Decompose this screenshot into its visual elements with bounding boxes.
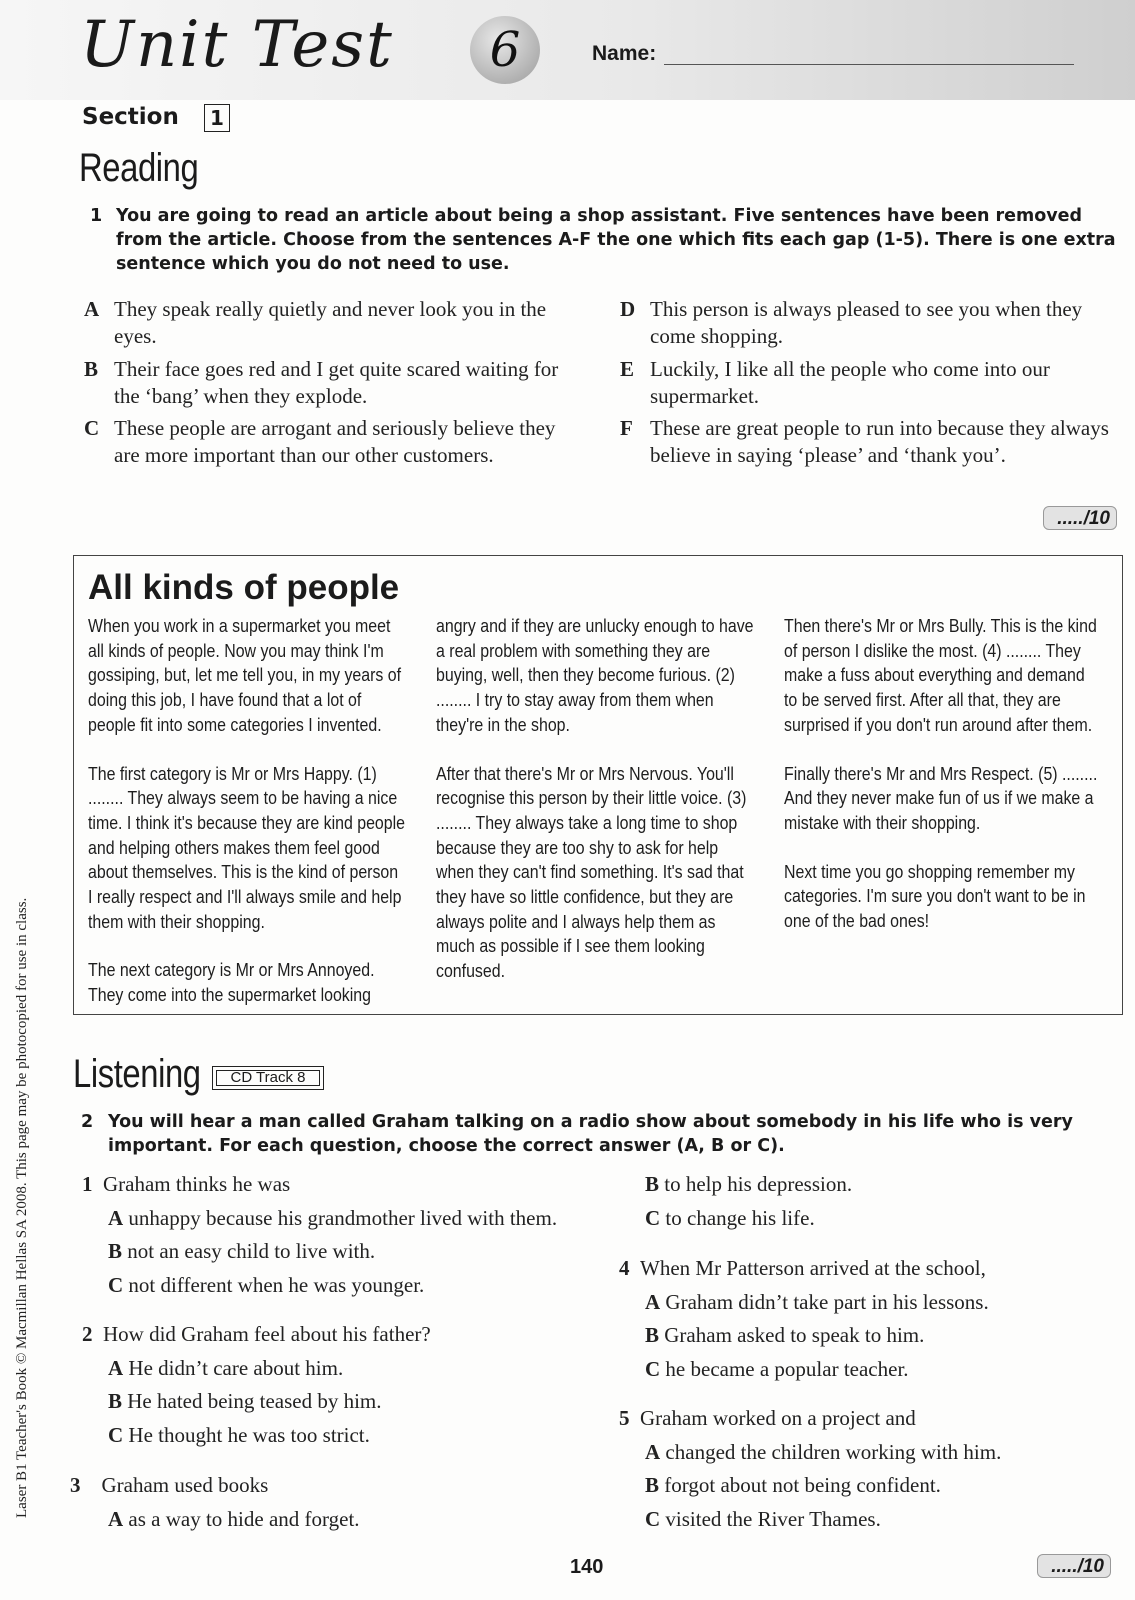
option-b: B Their face goes red and I get quite scared waiting for the ‘bang’ when they explode. — [84, 357, 559, 408]
answer-option[interactable]: B Graham asked to speak to him. — [645, 1323, 925, 1347]
listening-task-number: 2 — [81, 1112, 94, 1132]
name-label: Name: — [592, 42, 657, 65]
unit-test-title: Unit Test — [80, 8, 394, 82]
option-e: E Luckily, I like all the people who come into our supermarket. — [620, 357, 1050, 408]
section-number: 1 — [204, 104, 230, 132]
article-column-1 — [88, 614, 406, 1032]
listening-instruction: You will hear a man called Graham talking on a radio show about somebody in his life who is very important. For each question, choose the correct answer (A, B or C). — [108, 1112, 1073, 1156]
page-number: 140 — [570, 1556, 604, 1578]
answer-option[interactable]: A unhappy because his grandmother lived with them. — [108, 1205, 558, 1230]
answer-option[interactable]: C visited the River Thames. — [645, 1506, 881, 1531]
answer-option[interactable]: A He didn’t care about him. — [108, 1355, 344, 1380]
answer-option[interactable]: B not an easy child to live with. — [108, 1239, 376, 1263]
option-a: A They speak really quietly and never look you in the eyes. — [84, 297, 547, 348]
reading-task-number: 1 — [90, 206, 103, 226]
cd-track-label: CD Track 8 — [212, 1066, 324, 1090]
reading-score-box: ...../10 — [1043, 506, 1117, 530]
question-2: 2 How did Graham feel about his father? A He didn’t care about him. B He hated being teased by him. C He thought he was too strict. — [82, 1318, 622, 1452]
question-5: 5 Graham worked on a project and A changed the children working with him. B forgot about not being confident. C visited the River Thames. — [619, 1402, 1119, 1536]
article-column-2 — [436, 614, 754, 1008]
answer-option[interactable]: A Graham didn’t take part in his lessons. — [645, 1289, 989, 1314]
section-label: Section — [82, 104, 179, 130]
article-paragraph: Then there's Mr or Mrs Bully. This is the kind of person I dislike the most. (4) ........ They make a fuss about everything and demand to be served first. After all that, they are surprised if you don't run around after them. — [784, 615, 1097, 735]
reading-instruction: You are going to read an article about being a shop assistant. Five sentences have been removed from the article. Choose from the sentences A-F the one which fits each gap (1-5). There is one extra sentence which you do not need to use. — [116, 206, 1116, 274]
copyright-side-note: Laser B1 Teacher's Book © Macmillan Hellas SA 2008. This page may be photocopied for use in class. — [14, 897, 30, 1518]
answer-option[interactable]: C not different when he was younger. — [108, 1272, 425, 1297]
article-paragraph: The first category is Mr or Mrs Happy. (1) ........ They always seem to be having a nice time. I think it's because they are kind people and helping others makes them feel good about themselves. This is the kind of person I really respect and I'll always smile and help them with their shopping. — [88, 762, 406, 932]
question-3: 3 Graham used books A as a way to hide and forget. — [70, 1469, 610, 1536]
name-field-line[interactable] — [664, 64, 1074, 65]
option-c: C These people are arrogant and seriously believe they are more important than our other customers. — [84, 416, 556, 467]
reading-heading: Reading — [79, 146, 199, 190]
answer-option[interactable]: B forgot about not being confident. — [645, 1473, 941, 1497]
answer-option[interactable]: A changed the children working with him. — [645, 1439, 1002, 1464]
answer-option[interactable]: C He thought he was too strict. — [108, 1422, 370, 1447]
question-4: 4 When Mr Patterson arrived at the school, A Graham didn’t take part in his lessons. B Graham asked to speak to him. C he became a popular teacher. — [619, 1252, 1119, 1386]
answer-option[interactable]: C to change his life. — [645, 1205, 815, 1230]
article-paragraph: When you work in a supermarket you meet all kinds of people. Now you may think I'm gossiping, but, let me tell you, in my years of doing this job, I have found that a lot of people fit into some categories I invented. — [88, 615, 402, 735]
article-paragraph: angry and if they are unlucky enough to have a real problem with something they are buying, well, then they become furious. (2) ........ I try to stay away from them when they're in the shop. — [436, 615, 754, 735]
article-paragraph: Next time you go shopping remember my categories. I'm sure you don't want to be in one of the bad ones! — [784, 860, 1086, 932]
option-d: D This person is always pleased to see you when they come shopping. — [620, 297, 1083, 348]
article-paragraph: The next category is Mr or Mrs Annoyed. They come into the supermarket looking — [88, 959, 375, 1006]
article-title: All kinds of people — [88, 568, 400, 607]
answer-option[interactable]: B He hated being teased by him. — [108, 1389, 382, 1413]
answer-option[interactable]: A as a way to hide and forget. — [108, 1506, 360, 1531]
question-3-continued — [645, 1168, 1125, 1235]
listening-heading: Listening — [73, 1052, 201, 1096]
option-f: F These are great people to run into because they always believe in saying ‘please’ and ‘thank you’. — [620, 416, 1109, 467]
article-column-3 — [784, 614, 1102, 958]
listening-score-box: ...../10 — [1037, 1554, 1111, 1578]
answer-option[interactable]: B to help his depression. — [645, 1172, 853, 1196]
article-paragraph: Finally there's Mr and Mrs Respect. (5) ........ And they never make fun of us if we make a mistake with their shopping. — [784, 762, 1098, 833]
unit-number-badge: 6 — [470, 16, 540, 84]
question-1: 1 Graham thinks he was A unhappy because his grandmother lived with them. B not an easy child to live with. C not different when he was younger. — [82, 1168, 622, 1302]
article-paragraph: After that there's Mr or Mrs Nervous. You'll recognise this person by their little voice. (3) ........ They always take a long time to shop because they are too shy to ask for help when they can't find something. It's sad that they have so little confidence, but they are always polite and I always help them as much as possible if I see them looking confused. — [436, 762, 747, 982]
answer-option[interactable]: C he became a popular teacher. — [645, 1356, 909, 1381]
